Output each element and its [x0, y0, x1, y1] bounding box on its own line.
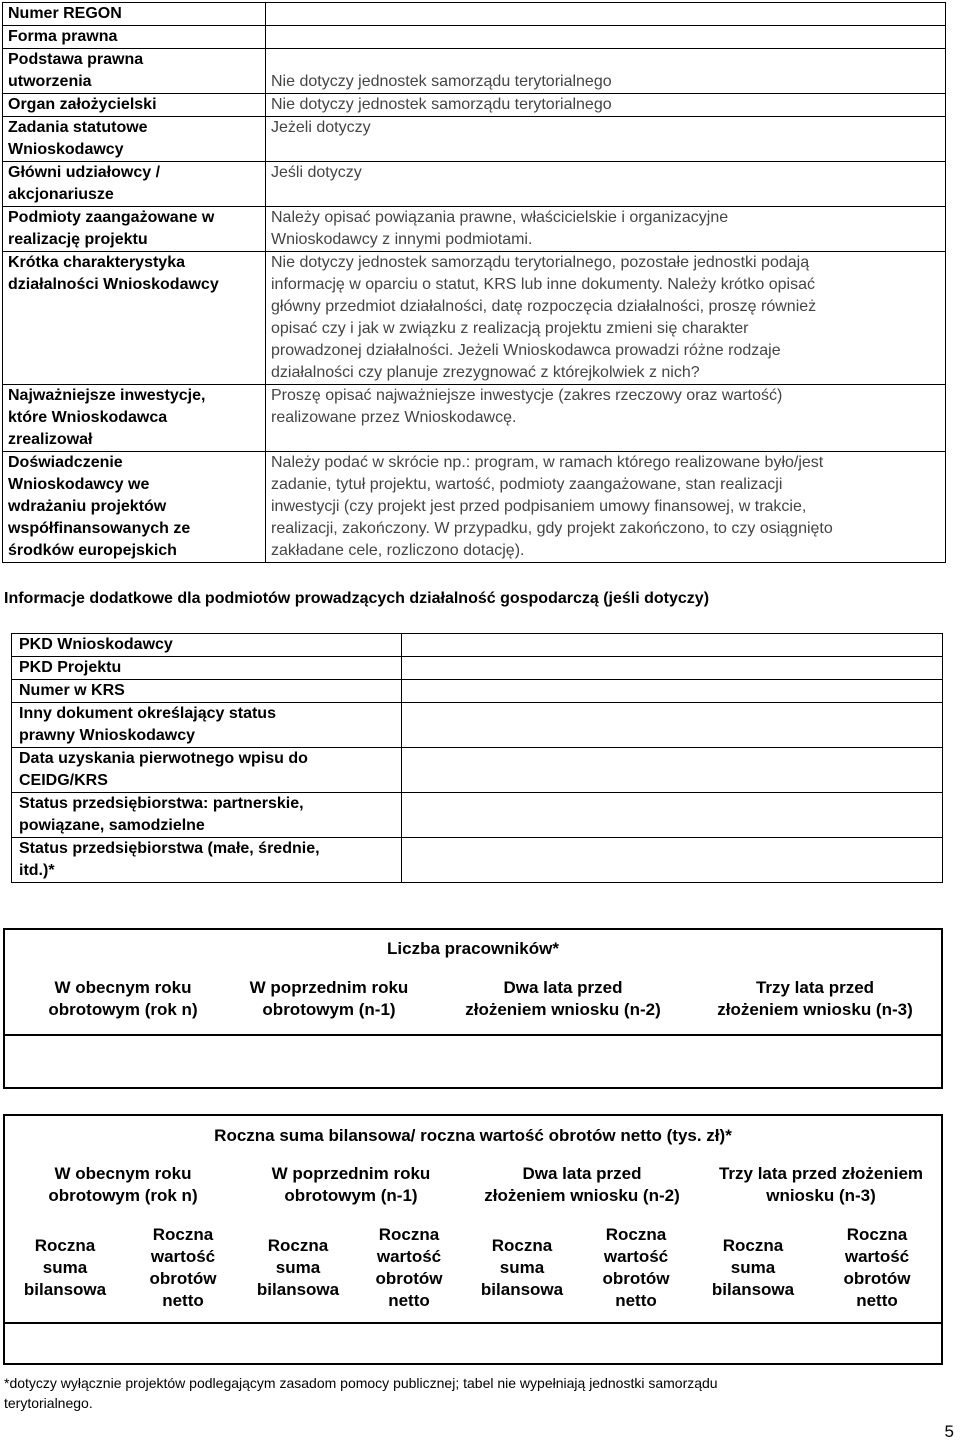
- row-label: [3, 385, 266, 452]
- row-value: [266, 117, 946, 162]
- balance-subcol-sum: [241, 1235, 355, 1301]
- footnote: [4, 1373, 944, 1413]
- row-value-input[interactable]: [402, 657, 943, 680]
- row-label: [3, 207, 266, 252]
- row-label-line-2: realizację projektu: [8, 231, 148, 248]
- row-label-line-1: PKD Wnioskodawcy: [19, 636, 173, 653]
- page-number: 5: [944, 1422, 954, 1441]
- row-value-line-6: działalności czy planuje zrezygnować z którejkolwiek z nich?: [271, 364, 700, 381]
- row-value: [266, 207, 946, 252]
- table-row: [12, 838, 943, 883]
- balance-subcol-sum: [5, 1235, 125, 1301]
- row-value-line-1: [271, 49, 942, 71]
- balance-subcol-line: Roczna: [152, 1225, 214, 1244]
- row-value: [266, 452, 946, 563]
- row-label-line-1: Zadania statutowe: [8, 119, 148, 136]
- balance-subcol-line: suma: [42, 1258, 88, 1277]
- row-value: [266, 49, 946, 94]
- balance-col-2-line-1: W poprzednim roku: [271, 1164, 431, 1183]
- row-label-line-1: Główni udziałowcy /: [8, 164, 161, 181]
- row-value-input[interactable]: [402, 793, 943, 838]
- table-row: [3, 162, 946, 207]
- table-row: [12, 793, 943, 838]
- balance-col-2-line-2: obrotowym (n-1): [284, 1186, 418, 1205]
- row-label-line-2: prawny Wnioskodawcy: [19, 727, 196, 744]
- row-value: [266, 162, 946, 207]
- footnote-line-2: terytorialnego.: [4, 1395, 93, 1411]
- row-value-line-1: Należy podać w skrócie np.: program, w ramach którego realizowane było/jest: [271, 454, 824, 471]
- balance-subcol-line: bilansowa: [480, 1280, 564, 1299]
- table-row: [3, 252, 946, 385]
- balance-subcol-line: obrotów: [602, 1269, 670, 1288]
- employees-col-3-line-1: Dwa lata przed: [503, 978, 623, 997]
- balance-subcol-turnover: [125, 1224, 241, 1312]
- balance-subcol-line: netto: [615, 1291, 657, 1310]
- row-value-line-2: informację w oparciu o statut, KRS lub inne dokumenty. Należy krótko opisać: [271, 276, 815, 293]
- row-label-line-1: Doświadczenie: [8, 454, 123, 471]
- balance-subcol-line: bilansowa: [23, 1280, 107, 1299]
- table-row: [12, 703, 943, 748]
- employees-col-1-line-2: obrotowym (rok n): [48, 1000, 198, 1019]
- employees-col-2-line-1: W poprzednim roku: [249, 978, 409, 997]
- balance-subcol-line: bilansowa: [711, 1280, 795, 1299]
- row-value-line-3: główny przedmiot działalności, datę rozpoczęcia działalności, proszę również: [271, 298, 817, 315]
- row-label-line-1: Podmioty zaangażowane w: [8, 209, 215, 226]
- balance-col-4-line-2: wniosku (n-3): [766, 1186, 876, 1205]
- employees-table: [3, 928, 943, 1089]
- balance-subcol-sum: [693, 1235, 813, 1301]
- balance-subcol-turnover: [813, 1224, 941, 1312]
- balance-subcol-line: suma: [730, 1258, 776, 1277]
- balance-subcol-line: wartość: [844, 1247, 910, 1266]
- row-label: [3, 452, 266, 563]
- employees-col-4: [689, 977, 941, 1021]
- row-value-line-5: zakładane cele, rozliczono dotację).: [271, 542, 525, 559]
- row-label-line-2: powiązane, samodzielne: [19, 817, 205, 834]
- balance-subcol-line: obrotów: [375, 1269, 443, 1288]
- balance-col-3-line-1: Dwa lata przed: [522, 1164, 642, 1183]
- row-label: [3, 26, 266, 49]
- balance-title: Roczna suma bilansowa/ roczna wartość obrotów netto (tys. zł)*: [214, 1126, 732, 1145]
- balance-col-3: [461, 1163, 703, 1207]
- balance-divider: [5, 1322, 941, 1324]
- balance-subcol-line: Roczna: [605, 1225, 667, 1244]
- employees-col-3-line-2: złożeniem wniosku (n-2): [465, 1000, 661, 1019]
- table-row: [12, 634, 943, 657]
- table-row: [3, 207, 946, 252]
- row-value: [266, 385, 946, 452]
- row-label-line-1: Najważniejsze inwestycje,: [8, 387, 206, 404]
- row-value: [266, 26, 946, 49]
- employees-divider: [5, 1034, 941, 1036]
- row-value-input[interactable]: [402, 838, 943, 883]
- employees-col-3: [449, 977, 677, 1021]
- row-label-line-2: Wnioskodawcy we: [8, 476, 150, 493]
- balance-subcol-turnover: [353, 1224, 465, 1312]
- row-label-line-1: Status przedsiębiorstwa: partnerskie,: [19, 795, 304, 812]
- balance-table: [3, 1114, 943, 1365]
- row-value-input[interactable]: [402, 703, 943, 748]
- row-label-line-2: działalności Wnioskodawcy: [8, 276, 219, 293]
- balance-subcol-line: suma: [275, 1258, 321, 1277]
- balance-subcol-line: obrotów: [843, 1269, 911, 1288]
- row-label: [3, 94, 266, 117]
- table-row: [3, 452, 946, 563]
- row-label-line-2: akcjonariusze: [8, 186, 114, 203]
- row-label: [12, 838, 402, 883]
- employees-col-1-line-1: W obecnym roku: [54, 978, 192, 997]
- row-value-line-4: opisać czy i jak w związku z realizacją projektu zmieni się charakter: [271, 320, 749, 337]
- balance-col-1-line-2: obrotowym (rok n): [48, 1186, 198, 1205]
- employees-col-1: [5, 977, 241, 1021]
- row-label-line-1: Numer w KRS: [19, 682, 125, 699]
- row-label-line-5: środków europejskich: [8, 542, 177, 559]
- row-label-line-2: Wnioskodawcy: [8, 141, 124, 158]
- row-label: [12, 793, 402, 838]
- row-label-line-1: Data uzyskania pierwotnego wpisu do: [19, 750, 308, 767]
- row-label: [3, 3, 266, 26]
- balance-subcol-line: Roczna: [378, 1225, 440, 1244]
- additional-info-heading: Informacje dodatkowe dla podmiotów prowadzących działalność gospodarczą (jeśli dotyczy): [4, 590, 710, 607]
- row-value-line-3: inwestycji (czy projekt jest przed podpisaniem umowy finansowej, w trakcie,: [271, 498, 807, 515]
- balance-subcol-line: netto: [162, 1291, 204, 1310]
- balance-col-4: [701, 1163, 941, 1207]
- row-value-line-4: realizacji, zakończony. W przypadku, gdy projekt zakończono, to czy osiągnięto: [271, 520, 833, 537]
- balance-subcol-line: wartość: [150, 1247, 216, 1266]
- row-value-line-1: Nie dotyczy jednostek samorządu terytorialnego, pozostałe jednostki podają: [271, 254, 810, 271]
- row-label: [3, 162, 266, 207]
- employees-col-2: [213, 977, 445, 1021]
- employees-col-4-line-1: Trzy lata przed: [755, 978, 875, 997]
- row-label: [12, 634, 402, 657]
- row-label-line-2: utworzenia: [8, 73, 92, 90]
- row-label-line-1: Forma prawna: [8, 28, 118, 45]
- row-value-line-1: Proszę opisać najważniejsze inwestycje (zakres rzeczowy oraz wartość): [271, 387, 783, 404]
- row-value-input[interactable]: [402, 748, 943, 793]
- table-row: [3, 94, 946, 117]
- row-value-line-1: Należy opisać powiązania prawne, właścicielskie i organizacyjne: [271, 209, 729, 226]
- row-value-line-1: Jeżeli dotyczy: [271, 119, 371, 136]
- balance-subcol-sum: [465, 1235, 579, 1301]
- row-label-line-1: Organ założycielski: [8, 96, 157, 113]
- balance-col-4-line-1: Trzy lata przed złożeniem: [718, 1164, 924, 1183]
- row-label-line-2: które Wnioskodawca: [8, 409, 168, 426]
- employees-title: Liczba pracowników*: [387, 939, 559, 958]
- balance-subcol-line: netto: [856, 1291, 898, 1310]
- balance-col-1-line-1: W obecnym roku: [54, 1164, 192, 1183]
- balance-subcol-line: Roczna: [267, 1236, 329, 1255]
- employees-col-2-line-2: obrotowym (n-1): [262, 1000, 396, 1019]
- row-value-line-1: Jeśli dotyczy: [271, 164, 362, 181]
- table-row: [12, 657, 943, 680]
- footnote-line-1: *dotyczy wyłącznie projektów podlegającym zasadom pomocy publicznej; tabel nie wypełniają jednostki samorządu: [4, 1375, 718, 1391]
- table-row: [3, 49, 946, 94]
- table-row: [3, 3, 946, 26]
- row-label: [3, 117, 266, 162]
- row-value-line-5: prowadzonej działalności. Jeżeli Wnioskodawca prowadzi różne rodzaje: [271, 342, 781, 359]
- row-label-line-2: CEIDG/KRS: [19, 772, 108, 789]
- row-value: [266, 3, 946, 26]
- balance-subcol-line: Roczna: [722, 1236, 784, 1255]
- row-value: [266, 94, 946, 117]
- applicant-info-table: [2, 2, 946, 563]
- balance-subcol-turnover: [577, 1224, 695, 1312]
- row-value-line-2: zadanie, tytuł projektu, wartość, podmioty zaangażowane, stan realizacji: [271, 476, 783, 493]
- balance-subcol-line: obrotów: [149, 1269, 217, 1288]
- table-row: [3, 26, 946, 49]
- row-label-line-2: itd.)*: [19, 862, 55, 879]
- row-label-line-1: Podstawa prawna: [8, 51, 144, 68]
- balance-subcol-line: suma: [499, 1258, 545, 1277]
- row-label: [12, 680, 402, 703]
- row-label: [12, 748, 402, 793]
- row-value-line-2: Wnioskodawcy z innymi podmiotami.: [271, 231, 533, 248]
- balance-subcol-line: Roczna: [34, 1236, 96, 1255]
- balance-subcol-line: wartość: [603, 1247, 669, 1266]
- row-value-input[interactable]: [402, 634, 943, 657]
- balance-subcol-line: bilansowa: [256, 1280, 340, 1299]
- balance-col-2: [233, 1163, 469, 1207]
- row-label: [3, 252, 266, 385]
- row-label: [3, 49, 266, 94]
- row-value: [266, 252, 946, 385]
- row-label-line-1: Status przedsiębiorstwa (małe, średnie,: [19, 840, 320, 857]
- business-info-table: [11, 633, 943, 883]
- row-label-line-3: zrealizował: [8, 431, 93, 448]
- row-value-line-2: realizowane przez Wnioskodawcę.: [271, 409, 517, 426]
- row-label-line-1: Inny dokument określający status: [19, 705, 276, 722]
- balance-col-3-line-2: złożeniem wniosku (n-2): [484, 1186, 680, 1205]
- row-label-line-1: Numer REGON: [8, 5, 122, 22]
- table-row: [3, 117, 946, 162]
- balance-subcol-line: Roczna: [846, 1225, 908, 1244]
- table-row: [3, 385, 946, 452]
- balance-subcol-line: wartość: [376, 1247, 442, 1266]
- row-value-line-2: Nie dotyczy jednostek samorządu terytorialnego: [271, 73, 612, 90]
- balance-subcol-line: Roczna: [491, 1236, 553, 1255]
- row-label-line-1: Krótka charakterystyka: [8, 254, 185, 271]
- row-label-line-1: PKD Projektu: [19, 659, 122, 676]
- table-row: [12, 748, 943, 793]
- balance-subcol-line: netto: [388, 1291, 430, 1310]
- row-label: [12, 657, 402, 680]
- employees-col-4-line-2: złożeniem wniosku (n-3): [717, 1000, 913, 1019]
- balance-col-1: [5, 1163, 241, 1207]
- row-label-line-3: wdrażaniu projektów: [8, 498, 167, 515]
- row-value-input[interactable]: [402, 680, 943, 703]
- row-value-line-1: Nie dotyczy jednostek samorządu terytorialnego: [271, 96, 612, 113]
- table-row: [12, 680, 943, 703]
- row-label-line-4: współfinansowanych ze: [8, 520, 191, 537]
- row-label: [12, 703, 402, 748]
